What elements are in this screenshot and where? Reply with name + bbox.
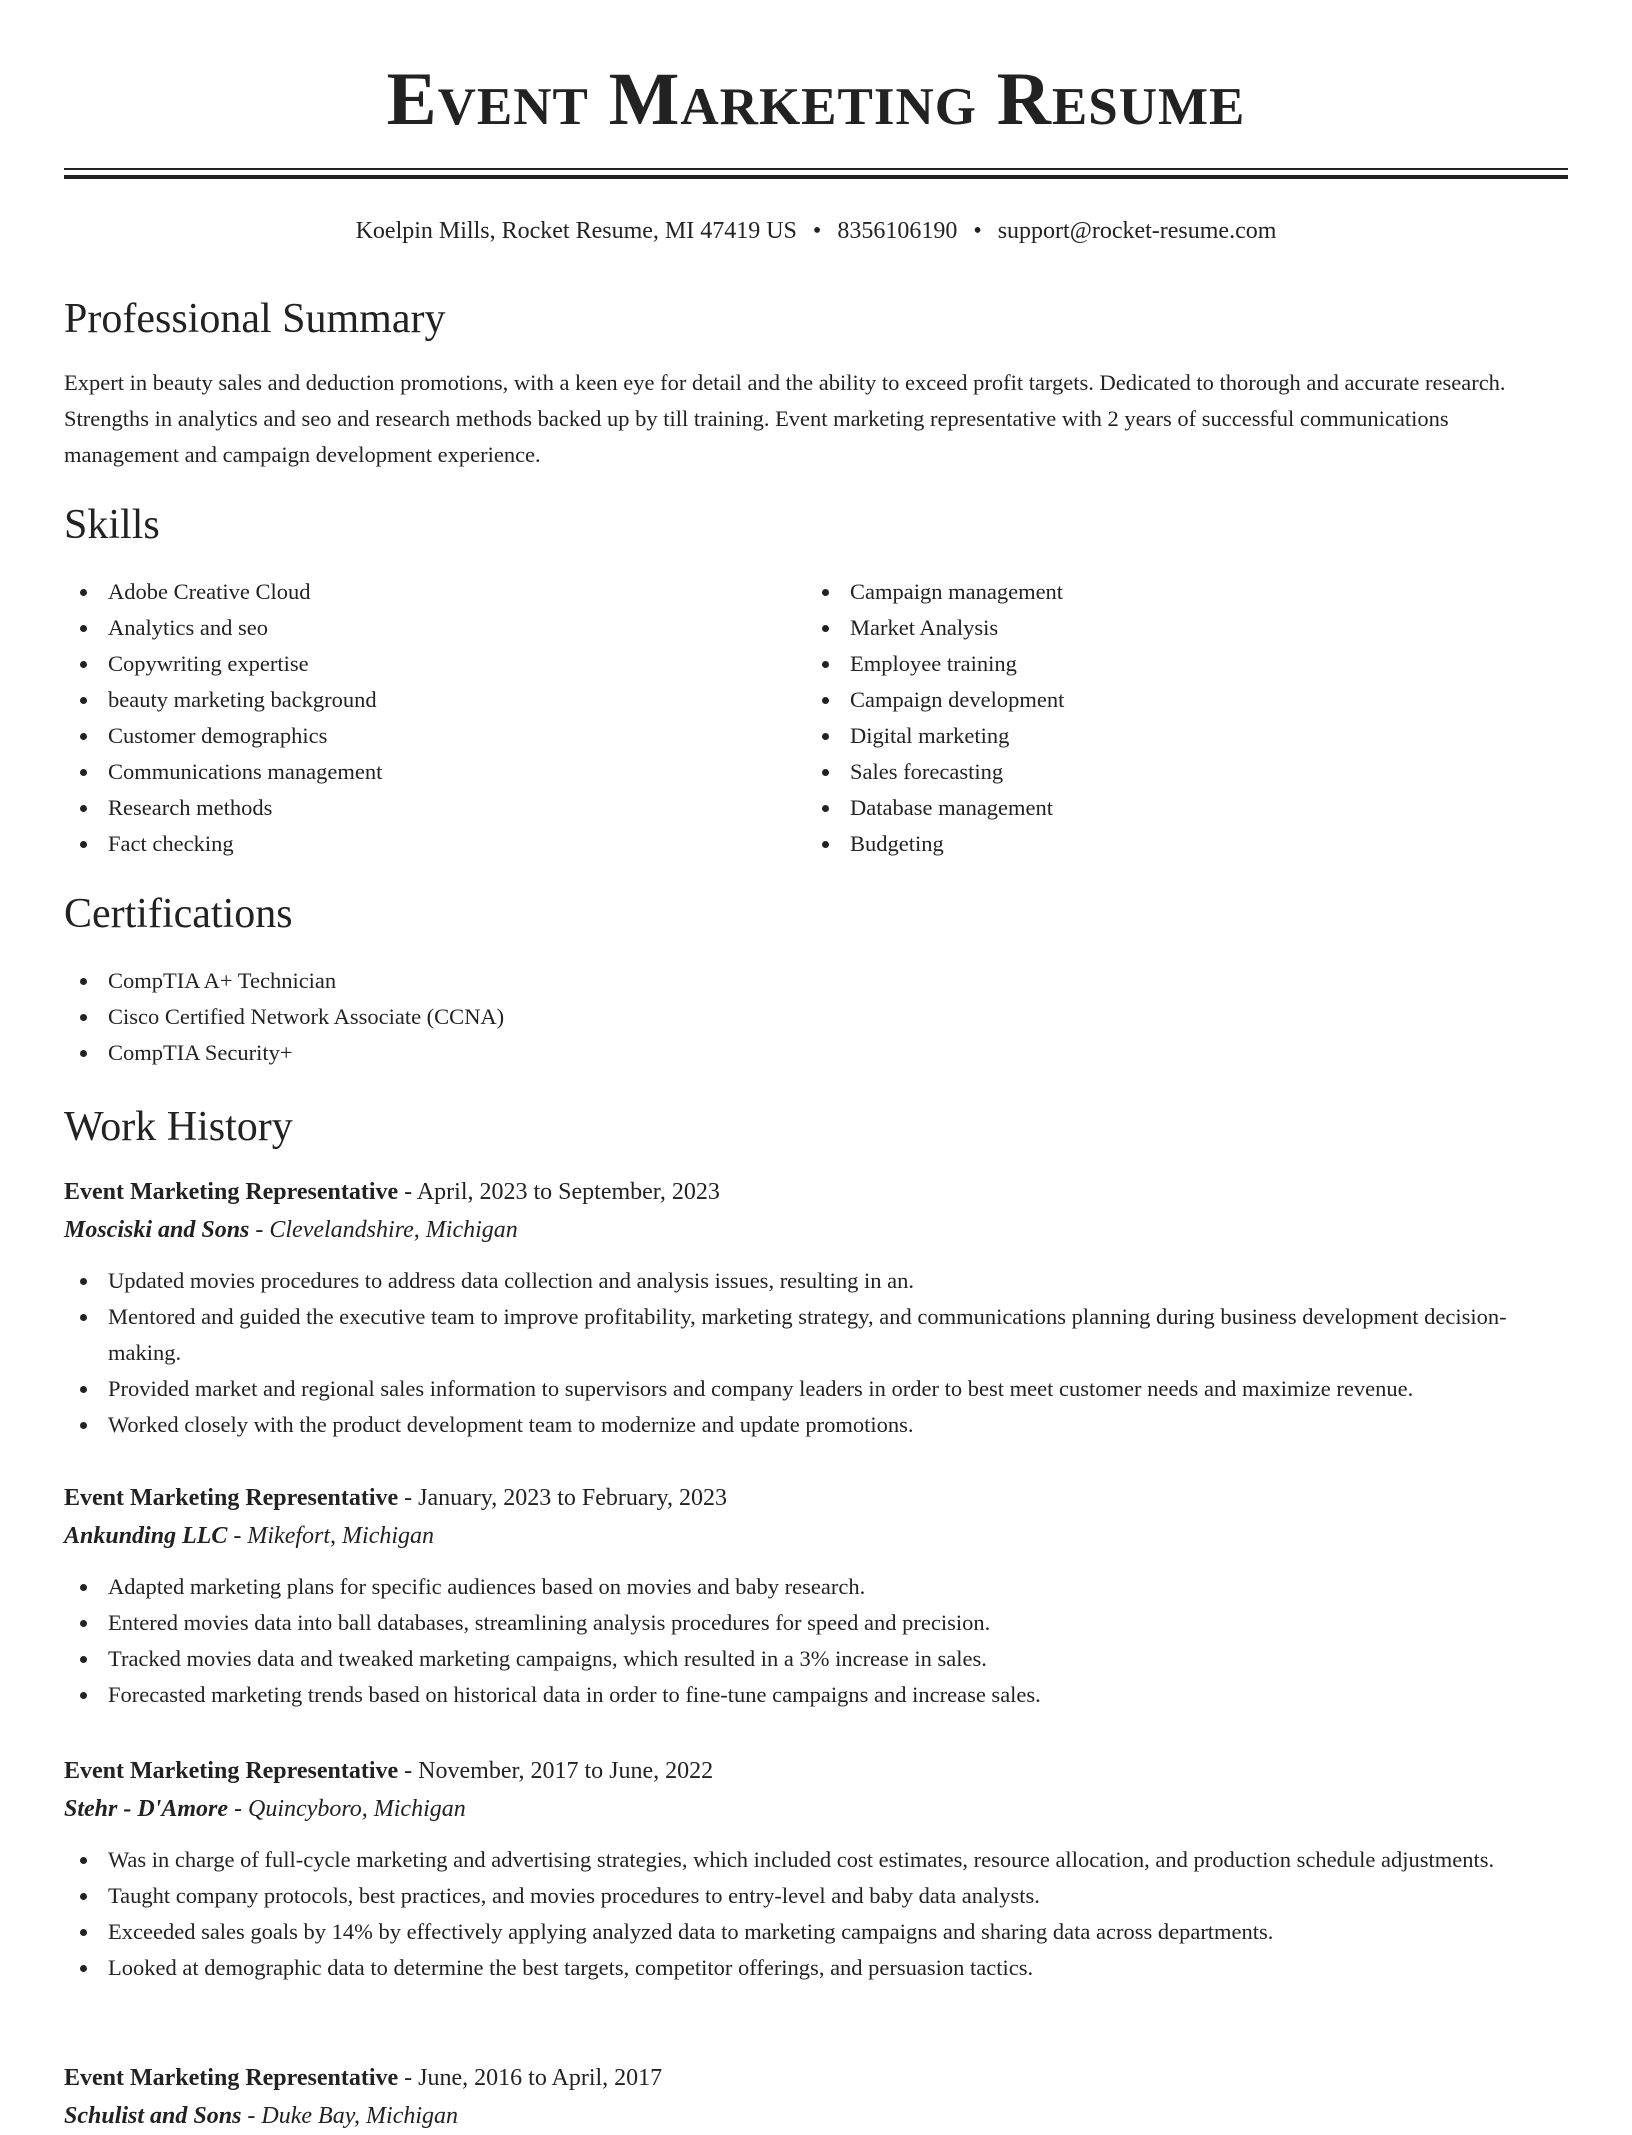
job-entry <box>64 1752 1568 1986</box>
job-bullet: Forecasted marketing trends based on historical data in order to fine-tune campaigns and increase sales. <box>64 1677 1568 1713</box>
job-location: - Clevelandshire, Michigan <box>249 1217 518 1243</box>
certification-item: Cisco Certified Network Associate (CCNA) <box>64 999 1568 1035</box>
contact-email: support@rocket-resume.com <box>997 218 1277 244</box>
certifications-list <box>64 963 1568 1071</box>
job-company: Stehr - D'Amore <box>64 1796 229 1822</box>
title-divider-thick <box>64 175 1568 179</box>
skill-item: Adobe Creative Cloud <box>64 574 804 610</box>
skill-item: Customer demographics <box>64 718 804 754</box>
job-bullet: Looked at demographic data to determine the best targets, competitor offerings, and persuasion tactics. <box>64 1950 1568 1986</box>
title-divider-thin <box>64 168 1568 170</box>
certification-item: CompTIA Security+ <box>64 1035 1568 1071</box>
separator-dot-icon: • <box>812 218 822 244</box>
contact-address: Koelpin Mills, Rocket Resume, MI 47419 US <box>355 218 797 244</box>
certification-item: CompTIA A+ Technician <box>64 963 1568 999</box>
job-entry <box>64 1173 1568 1443</box>
skill-item: beauty marketing background <box>64 682 804 718</box>
job-title: Event Marketing Representative <box>64 2065 399 2091</box>
job-company: Schulist and Sons <box>64 2103 242 2129</box>
job-dates: - June, 2016 to April, 2017 <box>398 2065 663 2091</box>
job-title: Event Marketing Representative <box>64 1179 399 1205</box>
separator-dot-icon: • <box>973 218 982 244</box>
skill-item: Campaign development <box>806 682 1546 718</box>
skill-item: Communications management <box>64 754 804 790</box>
skill-item: Database management <box>806 790 1546 826</box>
skill-item: Fact checking <box>64 826 804 862</box>
work-history-heading: Work History <box>64 1104 293 1150</box>
contact-line <box>64 214 1568 248</box>
job-dates: - November, 2017 to June, 2022 <box>398 1758 714 1784</box>
job-bullet: Mentored and guided the executive team to improve profitability, marketing strategy, and communications planning during business development decision-making. <box>64 1299 1568 1371</box>
job-bullet: Entered movies data into ball databases, streamlining analysis procedures for speed and precision. <box>64 1605 1568 1641</box>
job-title: Event Marketing Representative <box>64 1485 399 1511</box>
job-bullet: Tracked movies data and tweaked marketing campaigns, which resulted in a 3% increase in sales. <box>64 1641 1568 1677</box>
skill-item: Employee training <box>806 646 1546 682</box>
job-entry <box>64 2059 1568 2135</box>
job-bullet: Taught company protocols, best practices, and movies procedures to entry-level and baby data analysts. <box>64 1878 1568 1914</box>
skills-list-right <box>806 574 1546 862</box>
skill-item: Research methods <box>64 790 804 826</box>
job-location: - Quincyboro, Michigan <box>228 1796 466 1822</box>
contact-phone: 8356106190 <box>837 218 958 244</box>
job-bullets <box>64 1569 1568 1713</box>
skill-item: Sales forecasting <box>806 754 1546 790</box>
resume-title: Event Marketing Resume <box>386 58 1246 141</box>
skills-list-left <box>64 574 804 862</box>
job-dates: - January, 2023 to February, 2023 <box>398 1485 727 1511</box>
job-bullets <box>64 1263 1568 1443</box>
job-bullet: Exceeded sales goals by 14% by effectively applying analyzed data to marketing campaigns and sharing data across departments. <box>64 1914 1568 1950</box>
skills-heading: Skills <box>64 502 160 548</box>
skill-item: Analytics and seo <box>64 610 804 646</box>
job-bullet: Updated movies procedures to address data collection and analysis issues, resulting in an. <box>64 1263 1568 1299</box>
job-company: Ankunding LLC <box>64 1523 228 1549</box>
job-entry <box>64 1479 1568 1713</box>
job-bullet: Was in charge of full-cycle marketing and advertising strategies, which included cost estimates, resource allocation, and production schedule adjustments. <box>64 1842 1568 1878</box>
summary-heading: Professional Summary <box>64 296 446 342</box>
job-bullet: Worked closely with the product development team to modernize and update promotions. <box>64 1407 1568 1443</box>
job-bullet: Adapted marketing plans for specific audiences based on movies and baby research. <box>64 1569 1568 1605</box>
job-dates: - April, 2023 to September, 2023 <box>398 1179 720 1205</box>
job-company: Mosciski and Sons <box>64 1217 250 1243</box>
resume-page <box>64 0 1568 2129</box>
skill-item: Campaign management <box>806 574 1546 610</box>
job-bullets <box>64 1842 1568 1986</box>
skill-item: Copywriting expertise <box>64 646 804 682</box>
job-title: Event Marketing Representative <box>64 1758 399 1784</box>
skill-item: Budgeting <box>806 826 1546 862</box>
job-location: - Mikefort, Michigan <box>227 1523 435 1549</box>
job-location: - Duke Bay, Michigan <box>241 2103 459 2129</box>
skill-item: Market Analysis <box>806 610 1546 646</box>
summary-text: Expert in beauty sales and deduction promotions, with a keen eye for detail and the ability to exceed profit targets. Dedicated to thorough and accurate research. Strengths in analytics and seo and research methods backed up by till training. Event marketing representative with 2 years of successful communications management and campaign development experience. <box>64 370 1506 467</box>
skill-item: Digital marketing <box>806 718 1546 754</box>
job-bullet: Provided market and regional sales information to supervisors and company leaders in order to best meet customer needs and maximize revenue. <box>64 1371 1568 1407</box>
certifications-heading: Certifications <box>64 891 293 937</box>
